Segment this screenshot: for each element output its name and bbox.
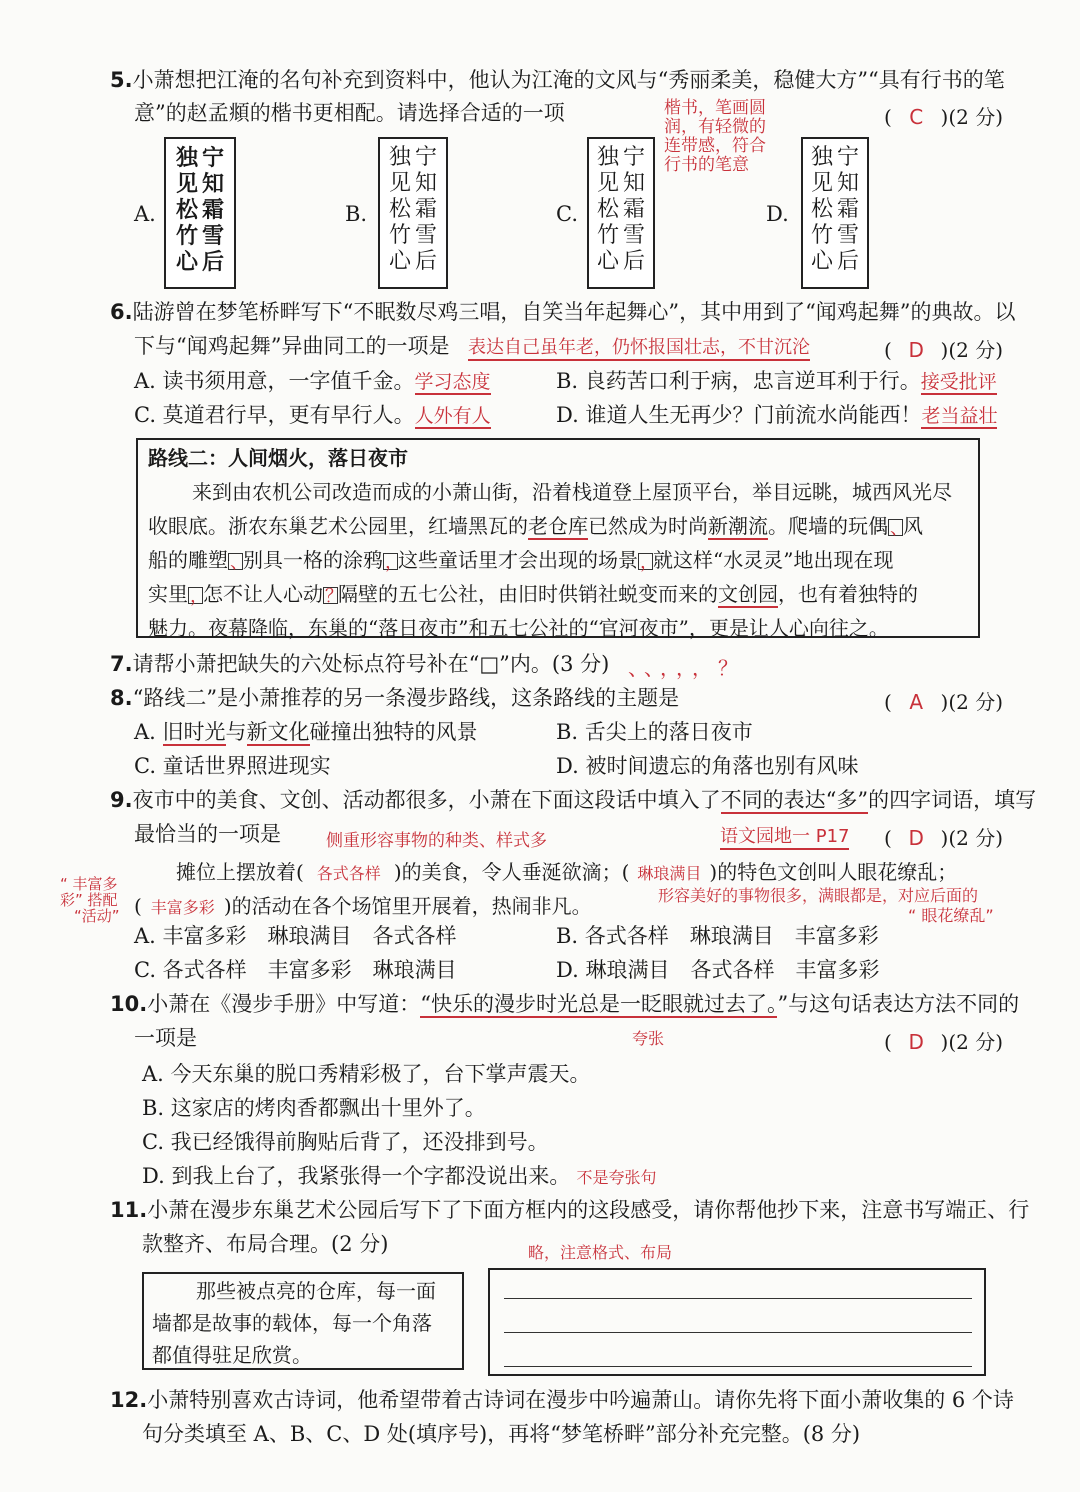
sentence-text: )的特色文创叫人眼花缭乱； [709,860,958,884]
q11-source-line: 那些被点亮的仓库，每一面 [196,1279,436,1303]
q7-answer[interactable]: 、、，，，？ [628,656,744,680]
q9-note-1: 侧重形容事物的种类、样式多 [326,831,547,851]
calligraphy-char: 后 [415,249,438,274]
passage-text: 实里 [148,582,188,606]
option-underline: 新文化 [246,720,310,744]
option-text: B. 良药苦口利于病，忠言逆耳利于行。 [556,369,921,393]
option-note: 接受批评 [920,371,997,393]
calligraphy-column [389,145,411,281]
calligraphy-char: 心 [175,249,198,275]
calligraphy-char: 霜 [415,197,438,222]
q6-number: 6. [110,300,133,324]
option-text: 与 [225,720,247,744]
paren-open: ( [884,690,892,714]
calligraphy-char: 宁 [202,145,225,171]
q12-line2: 句分类填至 A、B、C、D 处(填序号)，再将“梦笔桥畔”部分补充完整。(8 分) [142,1422,861,1446]
q6-line1 [110,298,1016,326]
underlined-old-warehouse: 老仓库 [528,514,588,538]
q5-line1 [110,66,1005,94]
q9-option-c[interactable]: C. 各式各样 丰富多彩 琳琅满目 [134,958,457,982]
calligraphy-char: 后 [837,249,860,274]
punctuation-box[interactable] [638,552,658,573]
calligraphy-char: 知 [837,171,860,196]
q6-line2: 下与“闻鸡起舞”异曲同工的一项是 [134,334,450,358]
q7-line [110,650,609,678]
q8-option-b[interactable]: B. 舌尖上的落日夜市 [556,720,753,744]
paren-close: )(2 分) [940,690,1004,714]
calligraphy-column [176,145,198,281]
paren-close: )(2 分) [940,105,1004,129]
blank-fill[interactable]: 琳琅满目 [637,864,702,883]
q5-option-c-card[interactable] [587,137,655,289]
q11-line1 [110,1196,1029,1224]
q11-source-line: 都值得驻足欣赏。 [152,1343,312,1367]
option-text: A. 读书须用意，一字值千金。 [134,369,415,393]
q9-number: 9. [110,788,133,812]
route2-title: 路线二：人间烟火，落日夜市 [148,446,408,470]
calligraphy-column [623,145,645,281]
q5-option-label: A. [134,202,156,226]
q6-option-b[interactable] [556,367,997,396]
option-text: 碰撞出独特的风景 [309,720,478,744]
filled-mark: 、 [890,518,908,539]
calligraphy-char: 独 [810,145,833,170]
option-text: D. 谁道人生无再少？门前流水尚能西！ [556,403,922,427]
q9-option-a[interactable]: A. 丰富多彩 琳琅满目 各式各样 [134,924,457,948]
q5-option-label: C. [556,202,578,226]
passage-text: 怎不让人心动 [203,582,323,606]
option-text: D. 到我上台了，我紧张得一个字都没说出来。 [142,1164,571,1188]
q10-note: 夸张 [632,1029,665,1048]
calligraphy-char: 知 [623,171,646,196]
q11-source-line: 墙都是故事的载体，每一个角落 [152,1311,432,1335]
q10-text: 小萧在《漫步手册》中写道： [147,992,421,1016]
paren-open: ( [884,338,892,362]
passage-text: 别具一格的涂鸦 [243,548,383,572]
side-note-line: 彩” 搭配 [60,891,118,909]
q8-option-a[interactable] [134,718,478,746]
option-text: C. 莫道君行早，更有早行人。 [134,403,415,427]
q9-answer[interactable]: D [908,826,924,850]
passage-text: 船的雕塑 [148,548,228,572]
sentence-text: ( [134,894,142,918]
calligraphy-char: 雪 [415,223,438,248]
option-note: 不是夸张句 [576,1168,657,1187]
q11-line2: 款整齐、布局合理。(2 分) [142,1232,389,1256]
q6-answer-slot [884,334,1003,363]
q5-answer[interactable]: C [909,105,924,129]
calligraphy-char: 竹 [388,223,411,248]
option-note: 老当益壮 [921,405,998,427]
q11-number: 11. [110,1198,148,1222]
q12-number: 12. [110,1388,148,1412]
side-note-line: “ 丰富多 [60,875,118,893]
q9-text-underlined: 不同的表达“多” [720,788,869,812]
q10-line2: 一项是 [134,1026,197,1050]
q9-text: 的四字词语，填写 [868,788,1037,812]
calligraphy-column [415,145,437,281]
calligraphy-char: 竹 [810,223,833,248]
blank-fill[interactable]: 丰富多彩 [150,898,215,917]
calligraphy-char: 霜 [837,197,860,222]
paren-close: )(2 分) [940,1030,1004,1054]
calligraphy-char: 松 [810,197,833,222]
option-underline: 旧时光 [162,720,226,744]
q5-option-label: B. [345,202,368,226]
calligraphy-char: 松 [596,197,619,222]
q6-option-a[interactable] [134,367,491,396]
punctuation-box[interactable] [888,518,908,539]
q5-note-line: 润，有轻微的 [664,117,766,137]
q9-answer-slot [884,822,1003,851]
underlined-cultural-park: 文创园 [718,582,778,606]
q5-option-d-card[interactable] [801,137,869,289]
calligraphy-char: 独 [596,145,619,170]
filled-mark: ， [385,552,403,573]
q5-note-line: 楷书，笔画圆 [664,98,766,118]
passage-text: 风 [903,514,923,538]
q9-side-note [60,876,120,924]
q6-note: 表达自己虽年老，仍怀报国壮志，不甘沉沦 [468,333,810,361]
paren-open: ( [884,826,892,850]
calligraphy-column [837,145,859,281]
blank-fill[interactable]: 各式各样 [316,864,381,883]
q9-note-3 [658,886,994,926]
passage-text: 就这样“水灵灵”地出现在现 [653,548,894,572]
q9-sentence-2 [134,890,592,919]
q11-text: 小萧在漫步东巢艺术公园后写下了下面方框内的这段感受，请你帮他抄下来，注意书写端正、行 [147,1198,1030,1222]
filled-mark: 、 [230,552,248,573]
q8-option-c[interactable]: C. 童话世界照进现实 [134,754,331,778]
calligraphy-column [811,145,833,281]
q5-number: 5. [110,68,133,92]
q5-note-line: 连带感，符合 [664,136,766,156]
q8-option-d[interactable]: D. 被时间遗忘的角落也别有风味 [556,754,859,778]
calligraphy-char: 宁 [623,145,646,170]
filled-mark: ， [640,552,658,573]
q11-writing-line[interactable] [504,1298,972,1299]
option-note: 学习态度 [414,371,491,393]
q8-text: “路线二”是小萧推荐的另一条漫步路线，这条路线的主题是 [132,686,680,710]
q11-writing-line[interactable] [504,1366,972,1367]
calligraphy-char: 宁 [837,145,860,170]
q5-option-b-card[interactable] [378,137,448,289]
q9-option-d[interactable]: D. 琳琅满目 各式各样 丰富多彩 [556,958,880,982]
route2-passage-line [148,510,923,539]
calligraphy-char: 心 [388,249,411,274]
note-line: “ 眼花缭乱” [908,906,994,925]
calligraphy-char: 见 [596,171,619,196]
calligraphy-char: 独 [175,145,198,171]
passage-text: 已然成为时尚 [588,514,708,538]
calligraphy-char: 雪 [202,223,225,249]
route2-passage-line [148,578,918,607]
calligraphy-char: 后 [202,249,225,275]
q10-option-d[interactable] [142,1162,656,1192]
q9-sentence-1 [176,856,957,885]
calligraphy-char: 知 [415,171,438,196]
paren-open: ( [884,105,892,129]
punctuation-box[interactable] [323,586,343,607]
q9-note-2: 语文园地一 P17 [720,822,849,850]
calligraphy-char: 后 [623,249,646,274]
punctuation-box[interactable] [383,552,403,573]
q5-line2: 意”的赵孟頫的楷书更相配。请选择合适的一项 [134,101,565,125]
paren-open: ( [884,1030,892,1054]
q12-line1 [110,1386,1014,1414]
q10-option-c[interactable]: C. 我已经饿得前胸贴后背了，还没排到号。 [142,1130,549,1154]
sentence-text: )的美食，令人垂涎欲滴；( [393,860,630,884]
q8-number: 8. [110,686,133,710]
route2-passage-line: 魅力。夜幕降临，东巢的“落日夜市”和五七公社的“官河夜市”，更是让人心向往之。 [148,616,889,640]
calligraphy-char: 雪 [623,223,646,248]
q6-option-d[interactable] [556,401,997,430]
q8-line [110,684,679,712]
calligraphy-char: 心 [810,249,833,274]
calligraphy-char: 竹 [175,223,198,249]
q10-option-a[interactable]: A. 今天东巢的脱口秀精彩极了，台下掌声震天。 [142,1062,591,1086]
side-note-line: “活动” [74,907,120,925]
calligraphy-char: 雪 [837,223,860,248]
q10-number: 10. [110,992,148,1016]
note-line: 形容美好的事物很多，满眼都是，对应后面的 [658,886,979,905]
sentence-text: 摊位上摆放着( [176,860,304,884]
q9-line1 [110,786,1036,814]
calligraphy-column [597,145,619,281]
calligraphy-char: 松 [388,197,411,222]
q5-answer-slot [884,101,1003,130]
paren-close: )(2 分) [940,338,1004,362]
calligraphy-char: 见 [810,171,833,196]
q6-text-1: 陆游曾在梦笔桥畔写下“不眠数尽鸡三唱，自笑当年起舞心”，其中用到了“闻鸡起舞”的典故。以 [132,300,1016,324]
route2-passage-line [148,544,893,573]
option-note: 人外有人 [414,405,491,427]
punctuation-box[interactable] [188,586,208,607]
filled-mark: ， [190,586,208,607]
q10-option-b[interactable]: B. 这家店的烤肉香都飘出十里外了。 [142,1096,486,1120]
calligraphy-char: 松 [175,197,198,223]
q7-text: 请帮小萧把缺失的六处标点符号补在“□”内。(3 分) [132,652,610,676]
calligraphy-char: 心 [596,249,619,274]
q11-note: 略，注意格式、布局 [528,1243,673,1262]
underlined-new-trend: 新潮流 [708,514,768,538]
q11-copy-box[interactable] [488,1268,986,1376]
q10-line1 [110,990,1019,1018]
calligraphy-char: 知 [202,171,225,197]
calligraphy-char: 霜 [202,197,225,223]
passage-text: 这些童话里才会出现的场景 [398,548,638,572]
q7-number: 7. [110,652,133,676]
q12-text: 小萧特别喜欢古诗词，他希望带着古诗词在漫步中吟遍萧山。请你先将下面小萧收集的 6 个诗 [147,1388,1014,1412]
punctuation-box[interactable] [228,552,248,573]
q5-option-label: D. [766,202,789,226]
q6-option-c[interactable] [134,401,491,430]
q6-answer[interactable]: D [908,338,924,362]
q9-option-b[interactable]: B. 各式各样 琳琅满目 丰富多彩 [556,924,879,948]
q10-answer-slot [884,1026,1003,1055]
q10-answer[interactable]: D [908,1030,924,1054]
calligraphy-char: 独 [388,145,411,170]
q10-quote: “快乐的漫步时光总是一眨眼就过去了。 [420,992,778,1016]
route2-passage-line: 来到由农机公司改造而成的小萧山街，沿着栈道登上屋顶平台，举目远眺，城西风光尽 [192,480,952,504]
passage-text: 。爬墙的玩偶 [768,514,888,538]
passage-text: 收眼底。浙农东巢艺术公园里，红墙黑瓦的 [148,514,528,538]
q5-text-1: 小萧想把江淹的名句补充到资料中，他认为江淹的文风与“秀丽柔美，稳健大方”“具有行书的笔 [132,68,1005,92]
passage-text: 隔壁的五七公社，由旧时供销社蜕变而来的 [338,582,718,606]
q8-answer[interactable]: A [909,690,924,714]
sentence-text: )的活动在各个场馆里开展着，热闹非凡。 [223,894,592,918]
q9-line2: 最恰当的一项是 [134,822,281,846]
q5-option-a-card[interactable] [164,137,236,289]
passage-text: ，也有着独特的 [778,582,918,606]
calligraphy-char: 霜 [623,197,646,222]
q8-answer-slot [884,686,1003,715]
q10-text: ”与这句话表达方法不同的 [777,992,1020,1016]
q11-writing-line[interactable] [504,1332,972,1333]
calligraphy-column [202,145,224,281]
q9-text: 夜市中的美食、文创、活动都很多，小萧在下面这段话中填入了 [132,788,721,812]
paren-close: )(2 分) [940,826,1004,850]
filled-mark: ？ [325,586,343,607]
calligraphy-char: 见 [175,171,198,197]
calligraphy-char: 见 [388,171,411,196]
calligraphy-char: 竹 [596,223,619,248]
q5-note-line: 行书的笔意 [664,155,749,175]
calligraphy-char: 宁 [415,145,438,170]
q5-note [664,99,766,175]
option-text: A. [134,720,163,744]
